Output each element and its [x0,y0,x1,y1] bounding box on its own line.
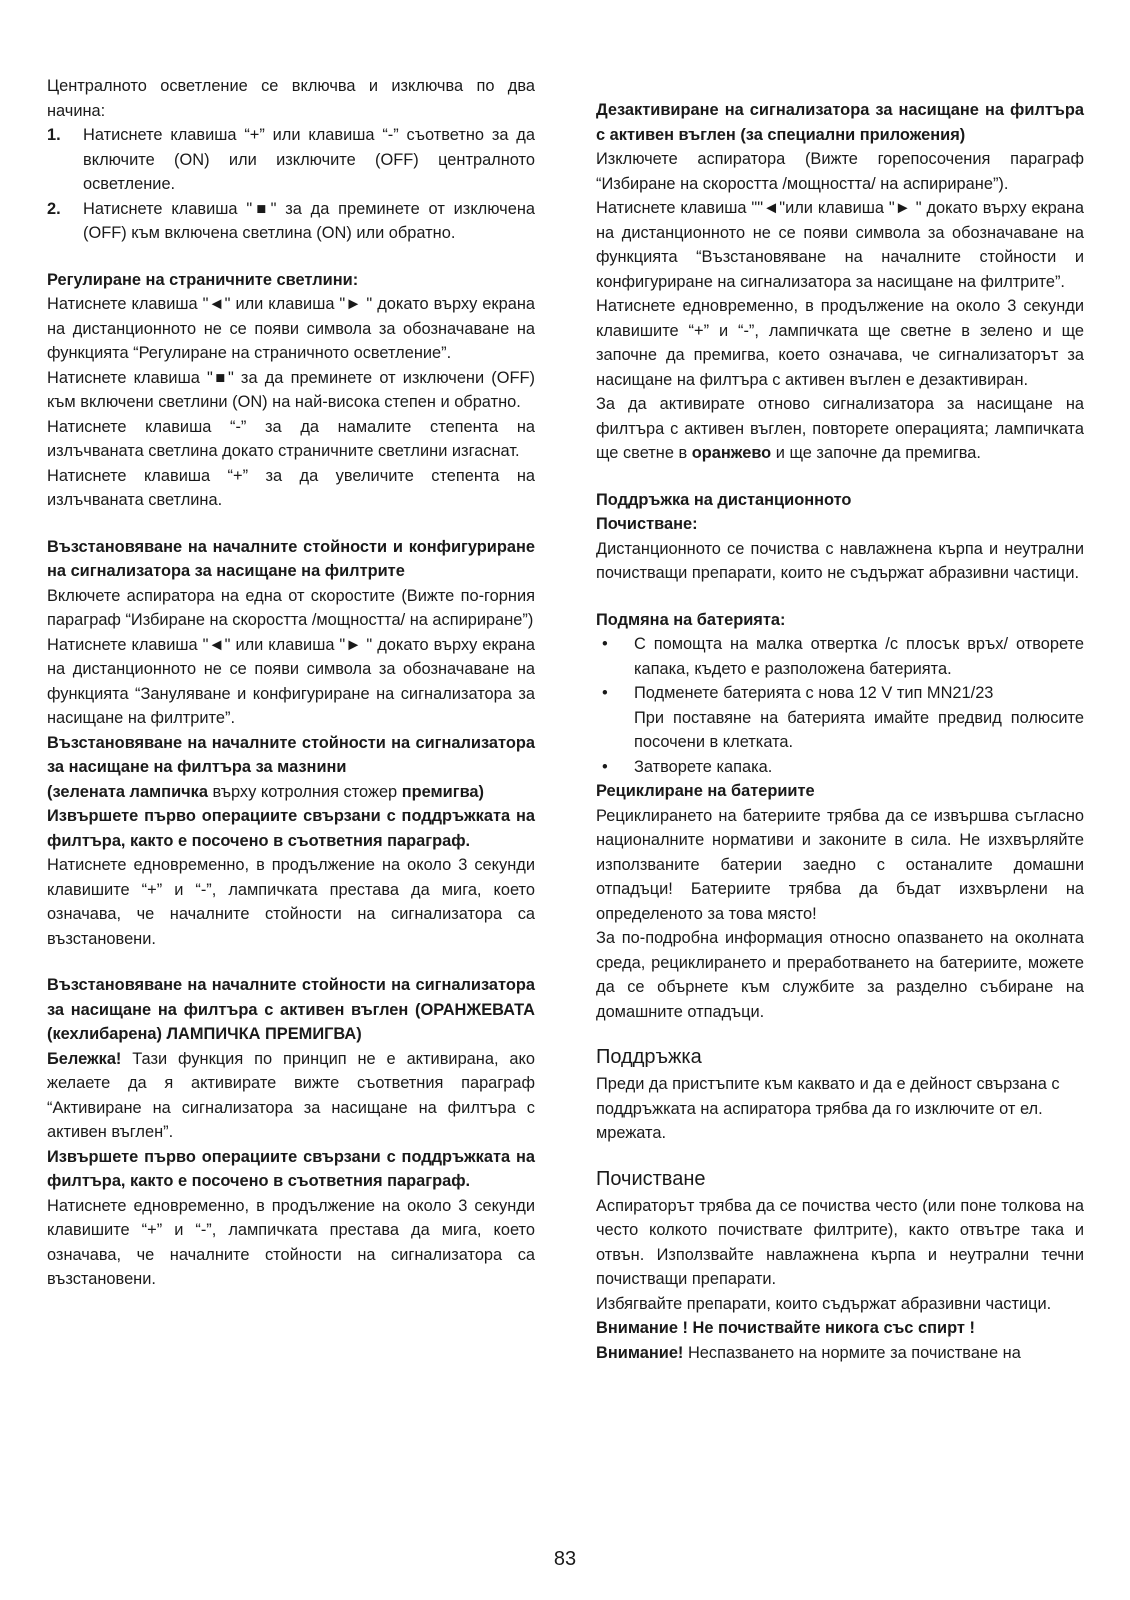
grease-lamp-normal: върху котролния стожер [208,782,402,801]
paragraph: Аспираторът трябва да се почиства често (или поне толкова на често колкото почиствате филтрите), както отвътре така и отвън. Използвайте навлажнена кърпа и неутрални течни почистващи препарати. [596,1196,1084,1288]
paragraph: Преди да пристъпите към каквато и да е дейност свързана с поддръжката на аспиратора трябва да го изключите от ел. мрежата. [596,1075,1060,1142]
deactivate-heading: Дезактивиране на сигнализатора за насищане на филтъра с активен въглен (за специални приложения) [596,101,1084,144]
cleaning-heading: Почистване [596,1167,706,1190]
carbon-first-instruction: Извършете първо операциите свързани с поддръжката на филтъра, както е посочено в съответния параграф. [47,1147,535,1190]
bullet: • [602,635,608,653]
paragraph: Натиснете едновременно, в продължение на около 3 секунди клавишите “+” и “-”, лампичката ще светне в зелено и ще започне да премигва, което означава, че сигнализаторът за насищане на филтъра с активен въглен е дезактивиран. [596,297,1084,389]
paragraph: Натиснете едновременно, в продължение на около 3 секунди клавишите “+” и “-”, лампичката престава да мига, което означава, че началните стойности на сигнализатора са възстановени. [47,856,535,948]
grease-heading: Възстановяване на началните стойности на сигнализатора за насищане на филтъра за мазнини [47,733,535,776]
note-text: Тази функция по принцип не е активирана, ако желаете да я активирате вижте съответния параграф “Активиране на сигнализатора за насищане на филтъра с активен въглен”. [47,1049,535,1141]
paragraph: Натиснете клавиша "■" за да преминете от изключени (OFF) към включени светлини (ON) на най-висока степен и обратно. [47,368,535,411]
list-item [596,632,1084,681]
remote-maintenance-heading: Поддръжка на дистанционното [596,490,852,509]
page-number: 83 [553,1548,577,1570]
list-item-text: С помощта на малка отвертка /с плосък връх/ отворете капака, където е разположена батерията. [634,635,1084,678]
list-item [596,755,1084,780]
bullet: • [602,757,608,776]
numbered-step [47,123,535,197]
step-number: 2. [47,199,61,218]
battery-note: При поставяне на батерията имайте предвид полюсите посочени в клетката. [634,708,1084,751]
list-item-text: Подменете батерията с нова 12 V тип MN21/23 [634,684,994,702]
paragraph: Натиснете клавиша "◄" или клавиша "► " докато върху екрана на дистанционното не се появи символа за обозначаване на функцията “Регулиране на страничното осветление”. [47,295,535,362]
step-text: Натиснете клавиша "■" за да преминете от изключена (OFF) към включена светлина (ON) или обратно. [83,199,535,242]
recycle-heading: Рециклиране на батериите [596,782,815,800]
left-column [47,74,535,1292]
step-number: 1. [47,126,61,144]
orange-word: оранжево [691,444,772,462]
paragraph: Рециклирането на батериите трябва да се извършва съгласно националните нормативи и законите в сила. Не изхвърляйте използваните батерии заедно с останалите домашни отпадъци! Батериите трябва да бъдат изхвърлени на определеното за това място! [596,806,1084,923]
list-item [596,681,1084,706]
text-run: и ще започне да премигва. [771,444,981,462]
note-paragraph [47,1047,535,1145]
grease-lamp-end: премигва) [401,782,485,801]
warning-paragraph [596,1341,1084,1366]
warning-text: Неспазването на нормите за почистване на [683,1343,1021,1362]
paragraph: Дистанционното се почиства с навлажнена кърпа и неутрални почистващи препарати, които не съдържат абразивни частици. [596,539,1084,582]
grease-first-instruction: Извършете първо операциите свързани с поддръжката на филтъра, както е посочено в съответния параграф. [47,807,535,850]
battery-heading: Подмяна на батерията: [596,610,786,629]
reset-heading: Възстановяване на началните стойности и конфигуриране на сигнализатора за насищане на филтрите [47,537,535,580]
paragraph: Избягвайте препарати, които съдържат абразивни частици. [596,1294,1052,1313]
note-label: Бележка! [47,1049,122,1068]
paragraph: Натиснете клавиша “+” за да увеличите степента на излъчваната светлина. [47,466,535,509]
intro-paragraph: Централното осветление се включва и изключва по два начина: [47,77,535,120]
warning-alcohol: Внимание ! Не почиствайте никога със спирт ! [596,1319,975,1337]
bullet: • [602,684,608,702]
paragraph [596,392,1084,466]
numbered-step [47,197,535,246]
text-run: За да активирате отново сигнализатора за насищане на филтъра с активен въглен, повторете операцията; лампичката ще светне в [596,395,1084,462]
grease-lamp-bold: (зелената лампичка [47,782,208,801]
cleaning-subheading: Почистване: [596,515,698,533]
carbon-reset-heading: Възстановяване на началните стойности на сигнализатора за насищане на филтъра с активен въглен (ОРАНЖЕВАТА (кехлибарена) ЛАМПИЧКА ПРЕМИГВА) [47,976,535,1043]
paragraph: Изключете аспиратора (Вижте горепосочения параграф “Избиране на скоростта /мощността/ на аспириране”). [596,150,1084,193]
paragraph: Натиснете клавиша "◄" или клавиша "► " докато върху екрана на дистанционното не се появи символа за обозначаване на функцията “Зануляване и конфигуриране на сигнализатора за насищане на филтрите”. [47,635,535,727]
side-lights-heading: Регулиране на страничните светлини: [47,270,359,289]
grease-lamp-line [47,780,535,805]
right-column [596,98,1084,1365]
paragraph: Натиснете клавиша “-” за да намалите степента на излъчваната светлина докато страничните светлини изгаснат. [47,417,535,460]
paragraph: Натиснете едновременно, в продължение на около 3 секунди клавишите “+” и “-”, лампичката престава да мига, което означава, че началните стойности на сигнализатора са възстановени. [47,1196,535,1288]
step-text: Натиснете клавиша “+” или клавиша “-” съответно за да включите (ON) или изключите (OFF) централното осветление. [83,126,535,193]
list-item-text: Затворете капака. [634,757,773,776]
warning-label: Внимание! [596,1343,684,1362]
maintenance-heading: Поддръжка [596,1046,702,1068]
paragraph: Включете аспиратора на една от скоростите (Вижте по-горния параграф “Избиране на скоростта /мощността/ на аспириране”) [47,586,535,629]
paragraph: Натиснете клавиша ""◄"или клавиша "► " докато върху екрана на дистанционното не се появи символа за обозначаване на функцията “Възстановяване на началните стойности и конфигуриране на сигнализатора за насищане на филтрите”. [596,199,1084,291]
paragraph: За по-подробна информация относно опазването на околната среда, рециклирането и преработването на батериите, можете да се обърнете към службите за разделно събиране на домашните отпадъци. [596,929,1084,1021]
